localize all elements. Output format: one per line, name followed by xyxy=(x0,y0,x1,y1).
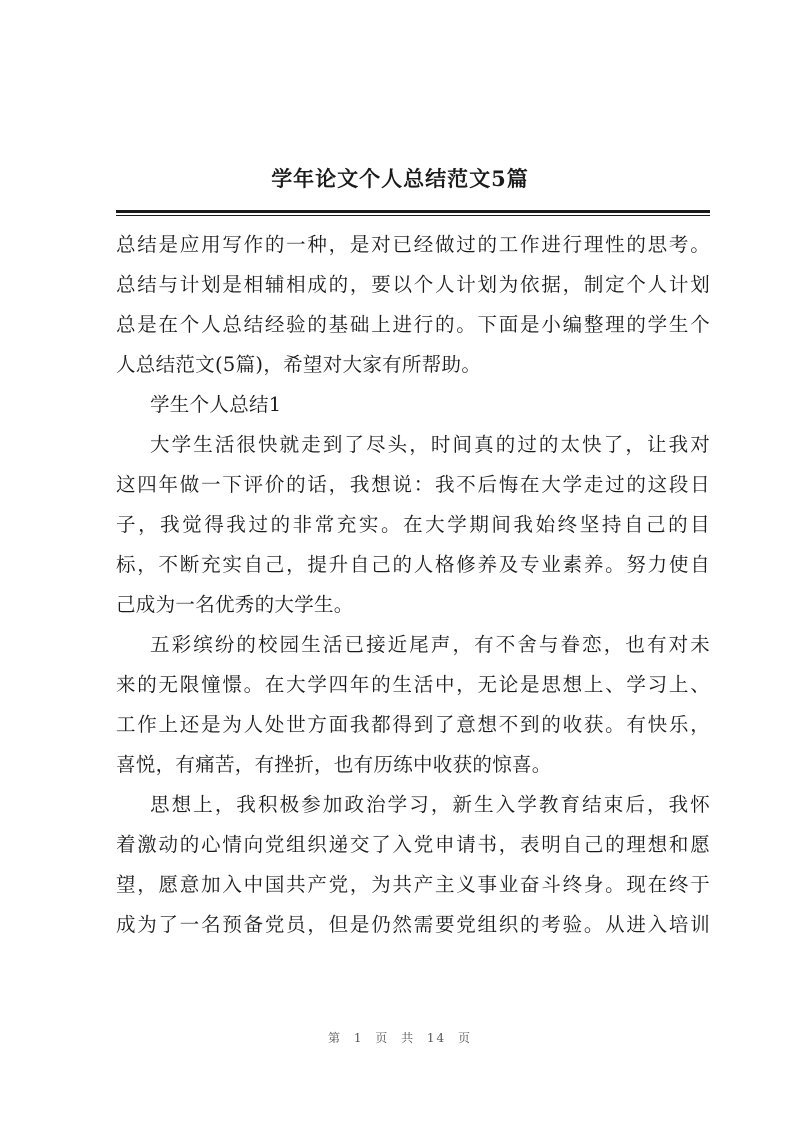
paragraph-line: 来的无限憧憬。在大学四年的生活中，无论是思想上、学习上、 xyxy=(116,673,710,696)
title-underline-thin xyxy=(116,215,710,216)
document-body xyxy=(116,225,710,945)
intro-line: 总是在个人总结经验的基础上进行的。下面是小编整理的学生个 xyxy=(116,313,710,336)
paragraph-line: 子，我觉得我过的非常充实。在大学期间我始终坚持自己的目 xyxy=(116,513,710,536)
paragraph-line: 五彩缤纷的校园生活已接近尾声，有不舍与眷恋，也有对未 xyxy=(150,633,710,656)
paragraph-line: 这四年做一下评价的话，我想说：我不后悔在大学走过的这段日 xyxy=(116,473,710,496)
paragraph-line: 喜悦，有痛苦，有挫折，也有历练中收获的惊喜。 xyxy=(116,753,552,776)
paragraph-line: 标，不断充实自己，提升自己的人格修养及专业素养。努力使自 xyxy=(116,553,710,576)
intro-line: 总结是应用写作的一种，是对已经做过的工作进行理性的思考。 xyxy=(116,233,710,256)
paragraph-line: 大学生活很快就走到了尽头，时间真的过的太快了，让我对 xyxy=(150,433,710,456)
intro-line: 总结与计划是相辅相成的，要以个人计划为依据，制定个人计划 xyxy=(116,273,710,296)
intro-line: 人总结范文(5篇)，希望对大家有所帮助。 xyxy=(116,353,482,376)
paragraph-line: 成为了一名预备党员，但是仍然需要党组织的考验。从进入培训 xyxy=(116,913,710,936)
paragraph-line: 着激动的心情向党组织递交了入党申请书，表明自己的理想和愿 xyxy=(116,833,710,856)
paragraph-line: 思想上，我积极参加政治学习，新生入学教育结束后，我怀 xyxy=(150,793,710,816)
section-heading: 学生个人总结1 xyxy=(150,393,282,416)
paragraph-line: 己成为一名优秀的大学生。 xyxy=(116,593,354,616)
document-title: 学年论文个人总结范文5篇 xyxy=(271,166,529,191)
title-underline-thick xyxy=(116,210,710,213)
paragraph-line: 望，愿意加入中国共产党，为共产主义事业奋斗终身。现在终于 xyxy=(116,873,710,896)
page-number-footer: 第 1 页 共 14 页 xyxy=(328,1031,472,1045)
paragraph-line: 工作上还是为人处世方面我都得到了意想不到的收获。有快乐， xyxy=(116,713,710,736)
